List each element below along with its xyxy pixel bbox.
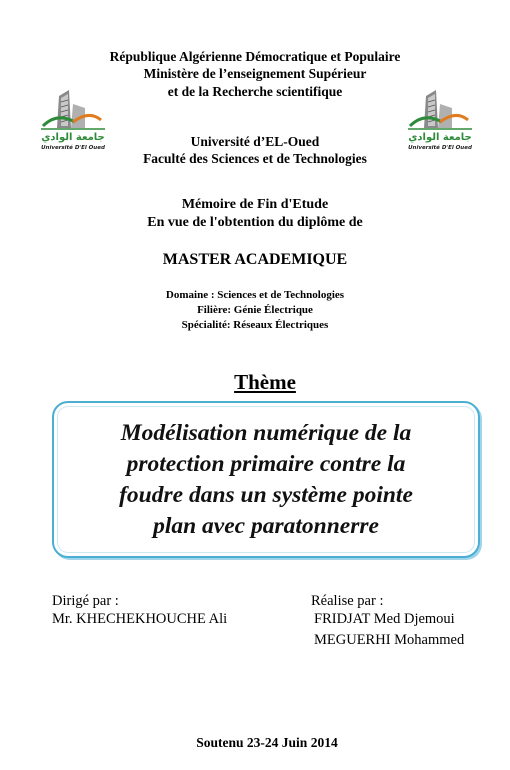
header-research: et de la Recherche scientifique [167, 84, 343, 99]
theme-label: Thème [234, 370, 296, 394]
svg-text:جامعة الوادي: جامعة الوادي [408, 132, 472, 143]
program-filiere: Filière: Génie Électrique [197, 304, 313, 316]
program-domaine: Domaine : Sciences et de Technologies [165, 289, 345, 301]
supervisor-name: Mr. KHECHEKHOUCHE Ali [52, 611, 228, 627]
thesis-title-line: protection primaire contre la [126, 451, 406, 477]
thesis-title-line: Modélisation numérique de la [120, 420, 412, 446]
faculty-name: Faculté des Sciences et de Technologies [143, 151, 367, 166]
author-name: MEGUERHI Mohammed [314, 632, 465, 648]
header-republic: République Algérienne Démocratique et Populaire [109, 49, 401, 64]
supervisor-label: Dirigé par : [52, 593, 119, 609]
thesis-title-line: foudre dans un système pointe [119, 482, 413, 508]
authors-label: Réalise par : [311, 593, 384, 609]
thesis-title [52, 418, 480, 542]
memoire-subtitle: En vue de l'obtention du diplôme de [147, 215, 363, 230]
program-specialite: Spécialité: Réseaux Électriques [181, 319, 329, 331]
university-name: Université d’EL-Oued [190, 134, 320, 149]
thesis-title-line: plan avec paratonnerre [153, 513, 379, 539]
header-ministry: Ministère de l’enseignement Supérieur [143, 66, 367, 81]
svg-text:جامعة الوادي: جامعة الوادي [41, 132, 105, 143]
author-name: FRIDJAT Med Djemoui [314, 611, 455, 627]
svg-text:Université D'El Oued: Université D'El Oued [408, 145, 472, 151]
defense-date: Soutenu 23-24 Juin 2014 [196, 735, 338, 750]
degree-title: MASTER ACADEMIQUE [162, 251, 348, 268]
svg-text:Université D'El Oued: Université D'El Oued [41, 145, 105, 151]
memoire-title: Mémoire de Fin d'Etude [181, 197, 329, 212]
